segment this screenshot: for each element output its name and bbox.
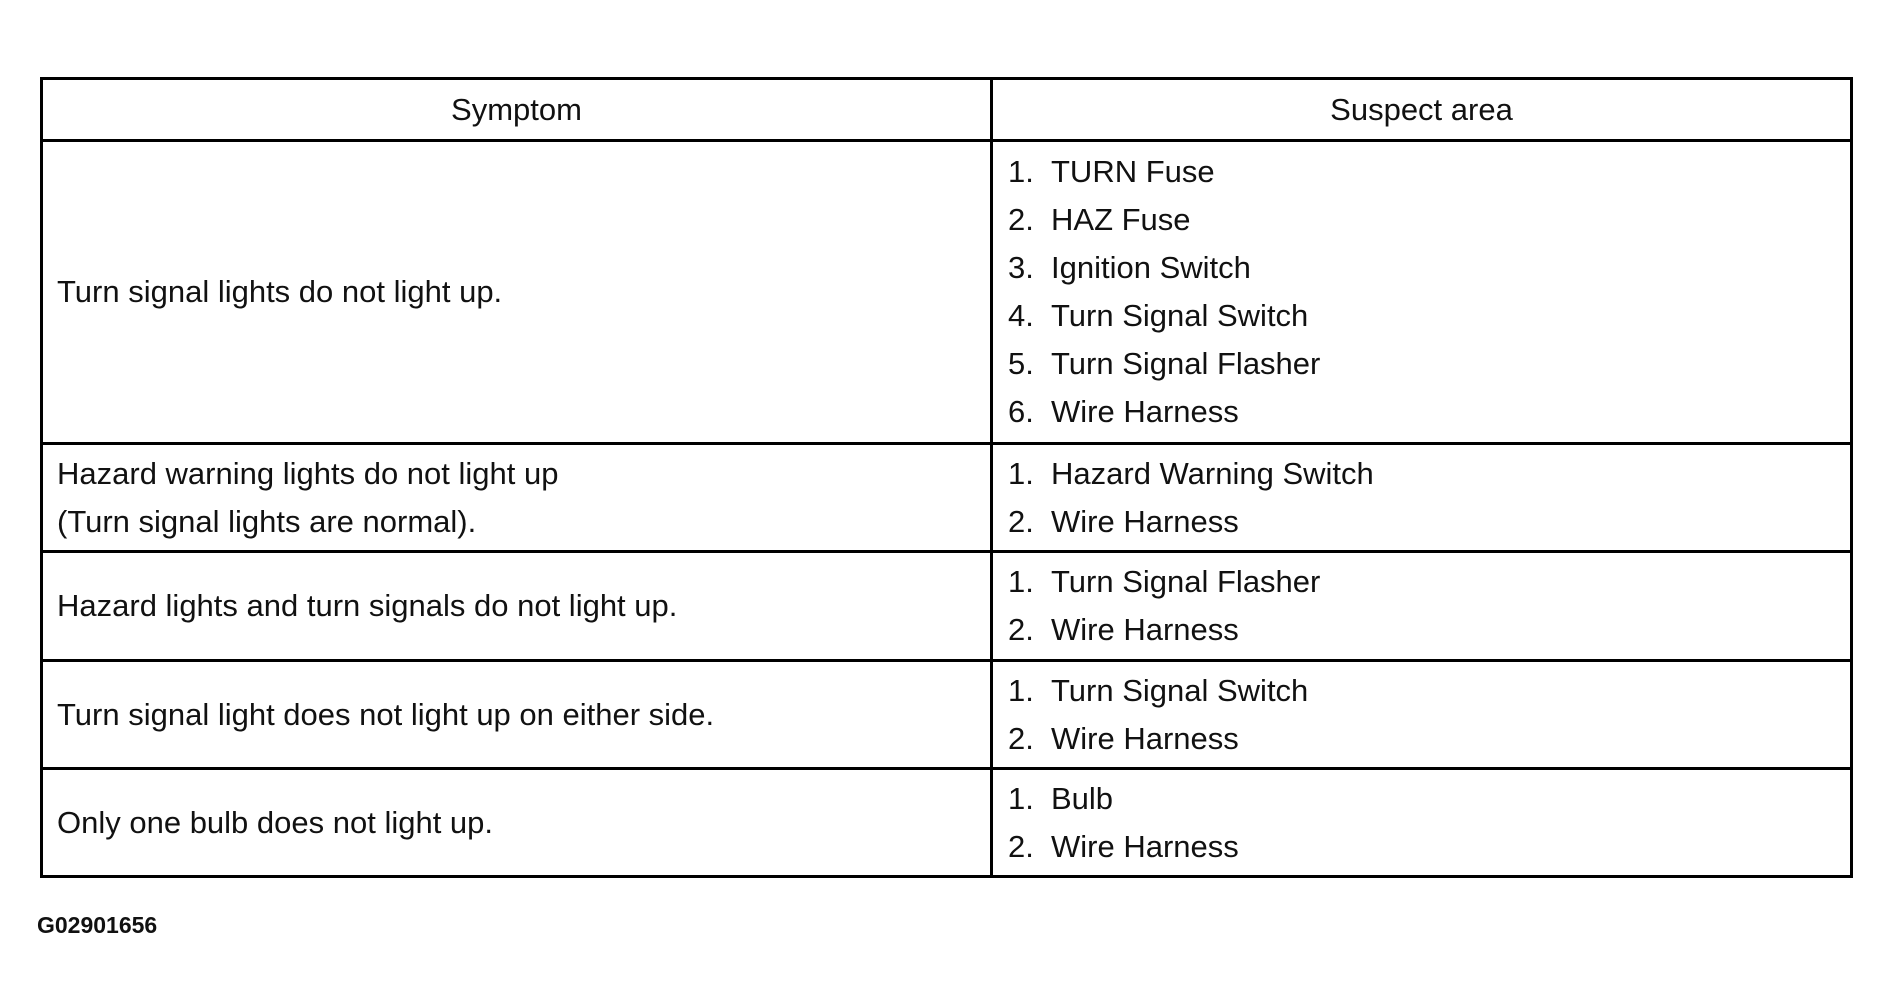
symptom-text: Only one bulb does not light up. <box>57 804 494 840</box>
symptom-text: (Turn signal lights are normal). <box>57 503 477 539</box>
suspect-item <box>1008 715 1850 763</box>
suspect-item <box>1008 244 1850 292</box>
suspect-item <box>1008 498 1850 546</box>
item-number: 5. <box>1008 346 1034 381</box>
item-text: HAZ Fuse <box>1051 202 1191 237</box>
suspect-list <box>1008 558 1850 654</box>
suspect-item <box>1008 606 1850 654</box>
item-number: 2. <box>1008 612 1034 647</box>
suspect-item <box>1008 388 1850 436</box>
item-number: 3. <box>1008 250 1034 285</box>
symptom-cell <box>42 141 992 444</box>
suspect-item <box>1008 823 1850 871</box>
suspect-area-cell <box>992 444 1852 552</box>
table-row <box>42 661 1852 769</box>
table-row <box>42 444 1852 552</box>
suspect-item <box>1008 558 1850 606</box>
item-text: Turn Signal Switch <box>1051 298 1309 333</box>
item-number: 2. <box>1008 503 1034 539</box>
troubleshooting-table <box>40 77 1853 878</box>
item-number: 2. <box>1008 720 1034 756</box>
item-text: Wire Harness <box>1051 828 1239 864</box>
suspect-item <box>1008 775 1850 823</box>
item-text: Ignition Switch <box>1051 250 1251 285</box>
suspect-area-cell <box>992 769 1852 877</box>
suspect-list <box>1008 775 1850 871</box>
suspect-area-cell <box>992 661 1852 769</box>
symptom-text: Hazard warning lights do not light up <box>57 455 559 491</box>
symptom-text: Hazard lights and turn signals do not light up. <box>57 588 678 623</box>
item-number: 1. <box>1008 154 1034 189</box>
header-row <box>42 79 1852 141</box>
item-text: Wire Harness <box>1051 720 1239 756</box>
table-row <box>42 552 1852 661</box>
symptom-cell <box>42 769 992 877</box>
item-number: 2. <box>1008 202 1034 237</box>
suspect-list <box>1008 450 1850 546</box>
item-number: 1. <box>1008 672 1034 708</box>
suspect-item <box>1008 450 1850 498</box>
table-row <box>42 769 1852 877</box>
suspect-list <box>1008 667 1850 763</box>
suspect-area-header: Suspect area <box>992 79 1852 141</box>
item-text: Wire Harness <box>1051 612 1239 647</box>
table-row <box>42 141 1852 444</box>
suspect-item <box>1008 292 1850 340</box>
suspect-item <box>1008 196 1850 244</box>
item-number: 6. <box>1008 394 1034 429</box>
suspect-item <box>1008 148 1850 196</box>
item-text: Wire Harness <box>1051 503 1239 539</box>
symptom-text: Turn signal light does not light up on either side. <box>57 696 715 732</box>
figure-code: G02901656 <box>37 912 158 938</box>
item-number: 1. <box>1008 564 1034 599</box>
suspect-item <box>1008 340 1850 388</box>
item-text: Turn Signal Flasher <box>1051 346 1321 381</box>
item-number: 2. <box>1008 828 1034 864</box>
item-text: Turn Signal Switch <box>1051 672 1309 708</box>
symptom-header: Symptom <box>42 79 992 141</box>
suspect-list <box>1008 148 1850 436</box>
symptom-cell <box>42 552 992 661</box>
item-text: Turn Signal Flasher <box>1051 564 1321 599</box>
item-text: Wire Harness <box>1051 394 1239 429</box>
item-text: Bulb <box>1051 780 1114 816</box>
symptom-cell <box>42 661 992 769</box>
item-text: TURN Fuse <box>1051 154 1215 189</box>
item-number: 1. <box>1008 780 1034 816</box>
symptom-text: Turn signal lights do not light up. <box>57 274 503 309</box>
suspect-item <box>1008 667 1850 715</box>
suspect-area-cell <box>992 141 1852 444</box>
symptom-cell <box>42 444 992 552</box>
item-number: 4. <box>1008 298 1034 333</box>
item-text: Hazard Warning Switch <box>1051 455 1374 491</box>
suspect-area-cell <box>992 552 1852 661</box>
item-number: 1. <box>1008 455 1034 491</box>
